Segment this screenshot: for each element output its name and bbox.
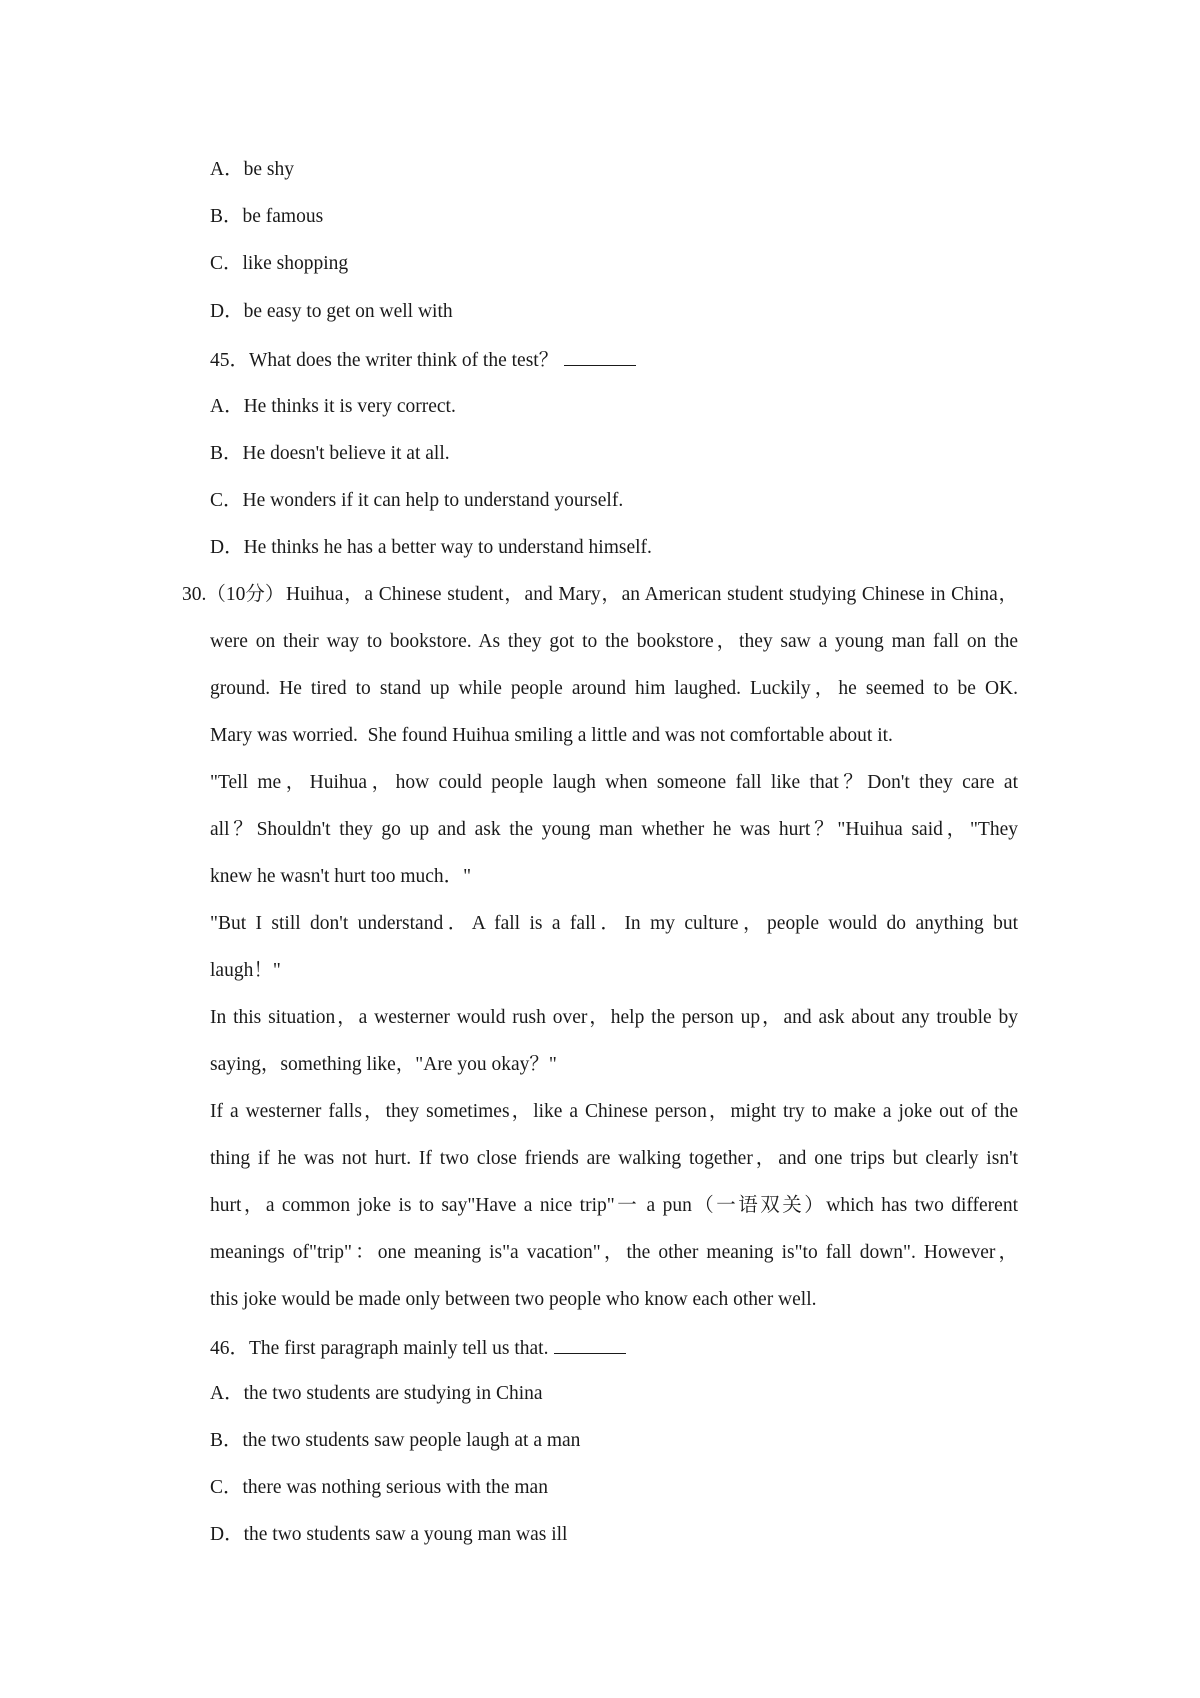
passage-p5 xyxy=(210,1194,1018,1218)
passage-p5 xyxy=(210,1100,1018,1124)
passage-p1 xyxy=(210,630,1018,654)
q45-option-b: B．He doesn't believe it at all. xyxy=(210,443,450,464)
passage-line: Huihua，a Chinese student，and Mary，an American student studying Chinese in China， xyxy=(286,584,1018,605)
passage-line: If a westerner falls，they sometimes，like a Chinese person，might try to make a joke out of the xyxy=(210,1101,1018,1122)
passage-line: "Tell me，Huihua，how could people laugh when someone fall like that？Don't they care at xyxy=(210,772,1018,793)
q44-option-a: A．be shy xyxy=(210,159,294,180)
q46-option-b: B．the two students saw people laugh at a man xyxy=(210,1430,581,1451)
q46-option-d: D．the two students saw a young man was ill xyxy=(210,1524,568,1545)
q45-option-d: D．He thinks he has a better way to understand himself. xyxy=(210,537,652,558)
passage-p5 xyxy=(210,1147,1018,1171)
q44-option-d: D．be easy to get on well with xyxy=(210,301,453,322)
q46-stem xyxy=(210,1335,626,1361)
passage-line: laugh！" xyxy=(210,960,281,981)
answer-blank xyxy=(554,1335,626,1354)
q45-stem-text: 45．What does the writer think of the test？ xyxy=(210,350,559,371)
passage-line: were on their way to bookstore. As they got to the bookstore，they saw a young man fall on the xyxy=(210,631,1018,652)
passage-line: saying，something like，"Are you okay？" xyxy=(210,1054,557,1075)
passage-line: In this situation，a westerner would rush over，help the person up，and ask about any trouble by xyxy=(210,1007,1018,1028)
passage-line: Mary was worried. She found Huihua smiling a little and was not comfortable about it. xyxy=(210,725,893,746)
passage-line: knew he wasn't hurt too much．" xyxy=(210,866,472,887)
q45-option-c: C．He wonders if it can help to understand yourself. xyxy=(210,490,624,511)
passage-p2 xyxy=(210,818,1018,842)
passage-line: this joke would be made only between two people who know each other well. xyxy=(210,1289,817,1310)
passage-p5 xyxy=(210,1241,1018,1265)
passage-line: "But I still don't understand．A fall is a fall．In my culture，people would do anything but xyxy=(210,913,1018,934)
q44-option-b: B．be famous xyxy=(210,206,324,227)
passage-line: thing if he was not hurt. If two close friends are walking together，and one trips but clearly isn't xyxy=(210,1148,1018,1169)
passage-number xyxy=(182,583,284,607)
passage-p1-first xyxy=(286,583,1018,607)
q46-option-a: A．the two students are studying in China xyxy=(210,1383,543,1404)
passage-number-text: 30. xyxy=(182,584,207,605)
passage-line: hurt，a common joke is to say"Have a nice trip"一 a pun（一语双关）which has two different xyxy=(210,1195,1018,1216)
passage-p1 xyxy=(210,677,1018,701)
passage-line: all？Shouldn't they go up and ask the young man whether he was hurt？"Huihua said，"They xyxy=(210,819,1018,840)
q45-option-a: A．He thinks it is very correct. xyxy=(210,396,456,417)
passage-line: meanings of"trip"：one meaning is"a vacation"，the other meaning is"to fall down". However， xyxy=(210,1242,1018,1263)
q46-option-c: C．there was nothing serious with the man xyxy=(210,1477,548,1498)
passage-line: ground. He tired to stand up while people around him laughed. Luckily，he seemed to be OK. xyxy=(210,678,1018,699)
q46-stem-text: 46．The first paragraph mainly tell us that. xyxy=(210,1338,549,1359)
q44-option-c: C．like shopping xyxy=(210,253,349,274)
answer-blank xyxy=(564,347,636,366)
passage-score: （10分） xyxy=(206,584,285,605)
passage-p4 xyxy=(210,1006,1018,1030)
passage-p2 xyxy=(210,771,1018,795)
passage-p3 xyxy=(210,912,1018,936)
q45-stem xyxy=(210,347,636,373)
